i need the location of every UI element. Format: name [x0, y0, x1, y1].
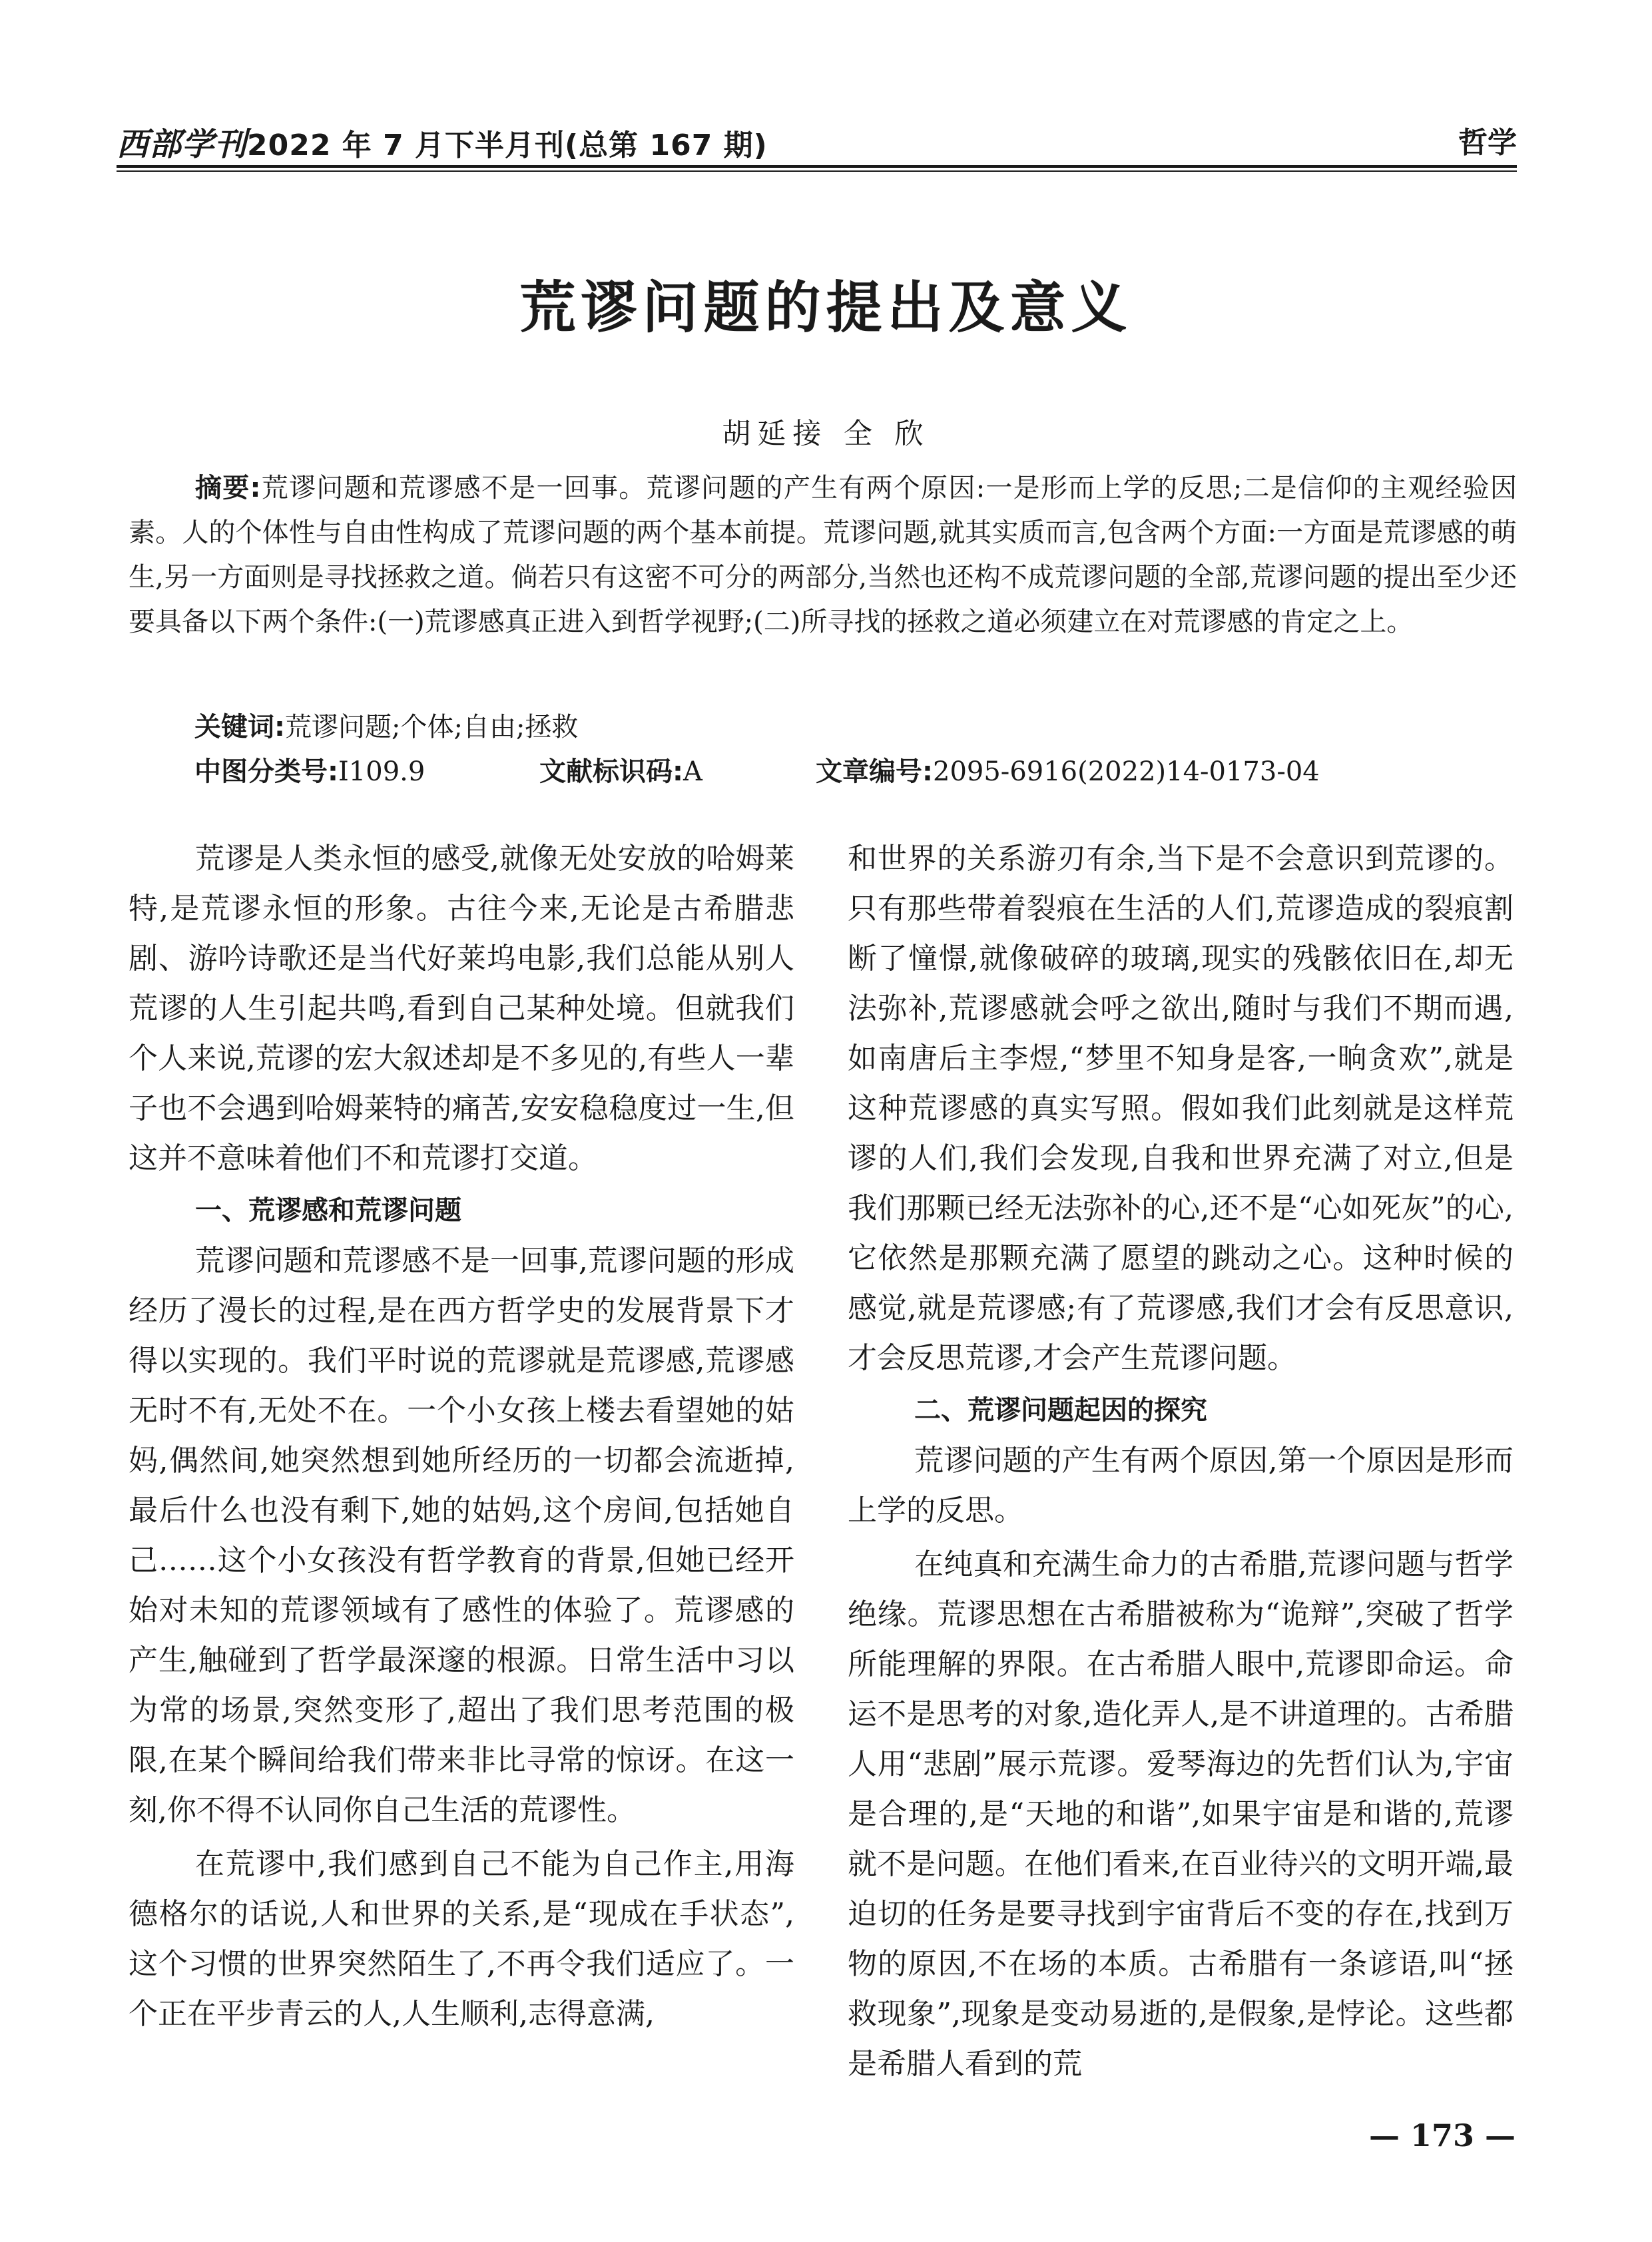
keywords: [194, 706, 578, 744]
article-title: 荒谬问题的提出及意义: [519, 274, 1133, 340]
paragraph: 和世界的关系游刃有余,当下是不会意识到荒谬的。只有那些带着裂痕在生活的人们,荒谬造成的裂痕割断了憧憬,就像破碎的玻璃,现实的残骸依旧在,却无法弥补,荒谬感就会呼之欲出,随时与我们不期而遇,如南唐后主李煜,“梦里不知身是客,一晌贪欢”,就是这种荒谬感的真实写照。假如我们此刻就是这样荒谬的人们,我们会发现,自我和世界充满了对立,但是我们那颗已经无法弥补的心,还不是“心如死灰”的心,它依然是那颗充满了愿望的跳动之心。这种时候的感觉,就是荒谬感;有了荒谬感,我们才会有反思意识,才会反思荒谬,才会产生荒谬问题。: [848, 842, 1514, 1375]
header-rule-thick: [117, 165, 1517, 168]
journal-logo: 西部学刊: [117, 126, 248, 163]
keywords-label: 关键词:: [194, 712, 285, 742]
paragraph: 在荒谬中,我们感到自己不能为自己作主,用海德格尔的话说,人和世界的关系,是“现成在手状态”,这个习惯的世界突然陌生了,不再令我们适应了。一个正在平步青云的人,人生顺利,志得意满,: [129, 1847, 794, 2031]
abstract-label: 摘要:: [195, 473, 261, 503]
doc-code-label: 文献标识码:: [539, 756, 683, 787]
paragraph: 荒谬问题的产生有两个原因,第一个原因是形而上学的反思。: [848, 1444, 1514, 1528]
journal-issue: [117, 119, 768, 164]
abstract-text: 荒谬问题和荒谬感不是一回事。荒谬问题的产生有两个原因:一是形而上学的反思;二是信仰的主观经验因素。人的个体性与自由性构成了荒谬问题的两个基本前提。荒谬问题,就其实质而言,包含两个方面:一方面是荒谬感的萌生,另一方面则是寻找拯救之道。倘若只有这密不可分的两部分,当然也还构不成荒谬问题的全部,荒谬问题的提出至少还要具备以下两个条件:(一)荒谬感真正进入到哲学视野;(二)所寻找的拯救之道必须建立在对荒谬感的肯定之上。: [129, 473, 1517, 637]
keywords-text: 荒谬问题;个体;自由;拯救: [285, 712, 579, 742]
issue-info: 2022 年 7 月下半月刊(总第 167 期): [247, 129, 768, 162]
body-column-left: [129, 834, 794, 2039]
running-header: [117, 115, 1517, 161]
paragraph: 在纯真和充满生命力的古希腊,荒谬问题与哲学绝缘。荒谬思想在古希腊被称为“诡辩”,突破了哲学所能理解的界限。在古希腊人眼中,荒谬即命运。命运不是思考的对象,造化弄人,是不讲道理的。古希腊人用“悲剧”展示荒谬。爱琴海边的先哲们认为,宇宙是合理的,是“天地的和谐”,如果宇宙是和谐的,荒谬就不是问题。在他们看来,在百业待兴的文明开端,最迫切的任务是要寻找到宇宙背后不变的存在,找到万物的原因,不在场的本质。古希腊有一条谚语,叫“拯救现象”,现象是变动易逝的,是假象,是悖论。这些都是希腊人看到的荒: [848, 1547, 1514, 2081]
page-number: — 173 —: [1368, 2117, 1515, 2153]
article-number: [816, 750, 1320, 788]
clc-number: [194, 750, 425, 788]
document-code: [539, 750, 702, 788]
paragraph: 荒谬问题和荒谬感不是一回事,荒谬问题的形成经历了漫长的过程,是在西方哲学史的发展背景下才得以实现的。我们平时说的荒谬就是荒谬感,荒谬感无时不有,无处不在。一个小女孩上楼去看望她的姑妈,偶然间,她突然想到她所经历的一切都会流逝掉,最后什么也没有剩下,她的姑妈,这个房间,包括她自己……这个小女孩没有哲学教育的背景,但她已经开始对未知的荒谬领域有了感性的体验了。荒谬感的产生,触碰到了哲学最深邃的根源。日常生活中习以为常的场景,突然变形了,超出了我们思考范围的极限,在某个瞬间给我们带来非比寻常的惊讶。在这一刻,你不得不认同你自己生活的荒谬性。: [129, 1244, 794, 1827]
article-authors: 胡延接 全 欣: [722, 418, 930, 451]
body-column-right: [848, 834, 1514, 2089]
section-heading: 一、荒谬感和荒谬问题: [195, 1195, 461, 1226]
section-label: 哲学: [1458, 126, 1517, 160]
doc-code-value: A: [683, 756, 702, 787]
section-heading: 二、荒谬问题起因的探究: [914, 1395, 1207, 1426]
clc-label: 中图分类号:: [194, 756, 338, 787]
article-no-label: 文章编号:: [816, 756, 933, 787]
paragraph: 荒谬是人类永恒的感受,就像无处安放的哈姆莱特,是荒谬永恒的形象。古往今来,无论是古希腊悲剧、游吟诗歌还是当代好莱坞电影,我们总能从别人荒谬的人生引起共鸣,看到自己某种处境。但就我们个人来说,荒谬的宏大叙述却是不多见的,有些人一辈子也不会遇到哈姆莱特的痛苦,安安稳稳度过一生,但这并不意味着他们不和荒谬打交道。: [129, 842, 794, 1175]
abstract: [129, 466, 1517, 645]
article-no-value: 2095-6916(2022)14-0173-04: [933, 756, 1320, 787]
header-rule-thin: [117, 170, 1517, 172]
clc-value: I109.9: [338, 756, 425, 787]
